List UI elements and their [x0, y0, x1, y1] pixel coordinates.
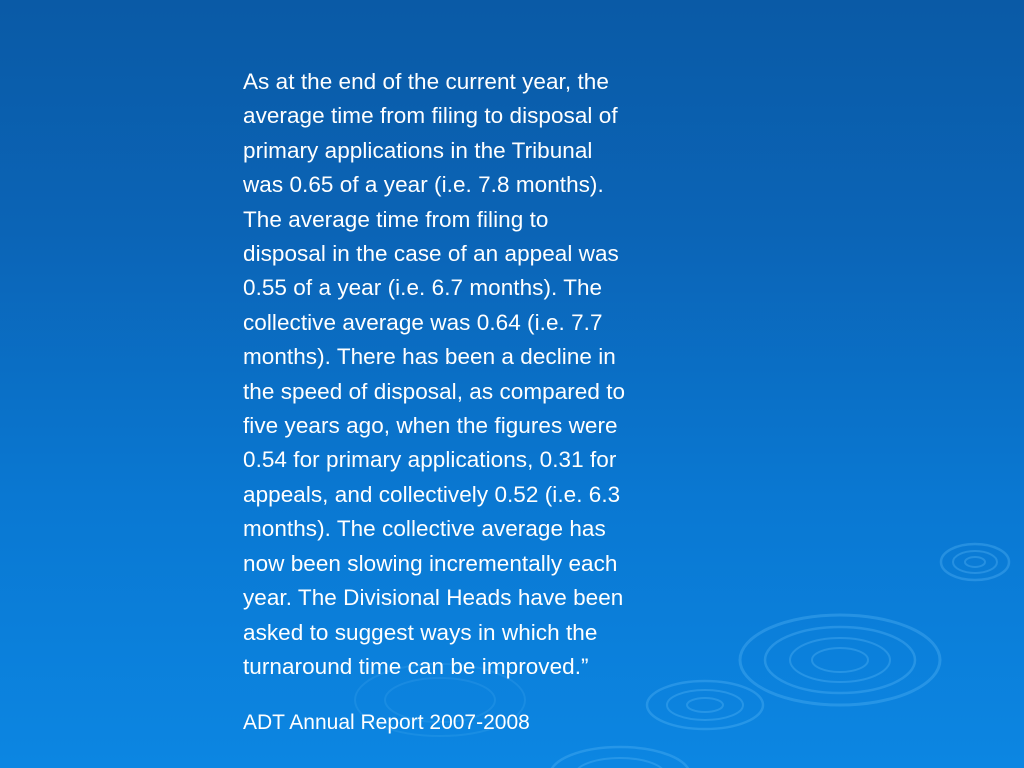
quote-line: primary applications in the Tribunal [243, 137, 593, 163]
quote-line: 0.54 for primary applications, 0.31 for [243, 447, 617, 473]
quote-line: As at the end of the current year, the [243, 69, 609, 94]
quote-line: disposal in the case of an appeal was [243, 241, 619, 267]
quote-line: five years ago, when the figures were [243, 413, 618, 439]
quote-line: turnaround time can be improved.” [243, 653, 589, 679]
quote-line: average time from filing to disposal of [243, 103, 618, 129]
source-citation: ADT Annual Report 2007-2008 [243, 711, 530, 734]
quote-line: The average time from filing to [243, 206, 549, 232]
quote-line: year. The Divisional Heads have been [243, 585, 624, 611]
quote-line: asked to suggest ways in which the [243, 619, 598, 645]
quote-line: appeals, and collectively 0.52 (i.e. 6.3 [243, 481, 621, 507]
quote-line: now been slowing incrementally each [243, 550, 618, 576]
quote-line: months). The collective average has [243, 516, 606, 542]
quote-line: months). There has been a decline in [243, 344, 616, 370]
quote-line: 0.55 of a year (i.e. 6.7 months). The [243, 275, 603, 301]
quote-line: the speed of disposal, as compared to [243, 378, 626, 404]
quote-line: was 0.65 of a year (i.e. 7.8 months). [243, 172, 604, 198]
quote-line: collective average was 0.64 (i.e. 7.7 [243, 309, 603, 335]
quote-paragraph [243, 65, 743, 684]
